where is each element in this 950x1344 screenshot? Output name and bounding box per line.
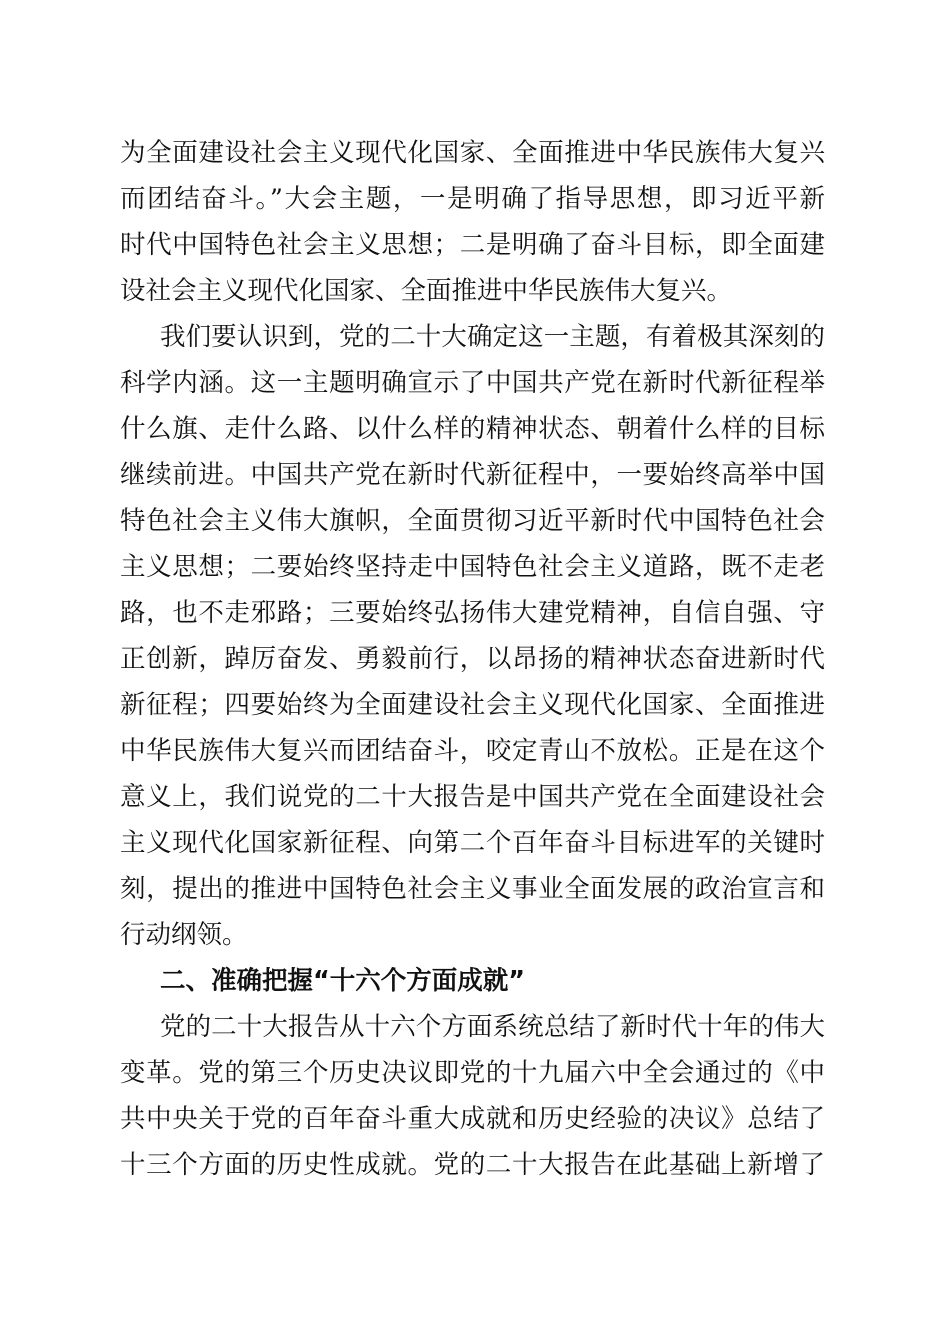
- text-line: 时代中国特色社会主义思想；二是明确了奋斗目标，即全面建: [120, 230, 825, 260]
- text-line: 变革。党的第三个历史决议即党的十九届六中全会通过的《中: [120, 1058, 825, 1088]
- text-line: 路，也不走邪路；三要始终弘扬伟大建党精神，自信自强、守: [120, 598, 825, 628]
- text-line: 特色社会主义伟大旗帜，全面贯彻习近平新时代中国特色社会: [120, 506, 825, 536]
- document-page: [120, 130, 825, 1188]
- paragraph-theme-meaning: [120, 314, 825, 958]
- text-line: 共中央关于党的百年奋斗重大成就和历史经验的决议》总结了: [120, 1104, 825, 1134]
- text-line: 设社会主义现代化国家、全面推进中华民族伟大复兴。: [120, 276, 733, 306]
- text-line: 新征程；四要始终为全面建设社会主义现代化国家、全面推进: [120, 690, 825, 720]
- text-line: 而团结奋斗。”大会主题，一是明确了指导思想，即习近平新: [120, 184, 825, 214]
- text-line: 我们要认识到，党的二十大确定这一主题，有着极其深刻的: [160, 322, 825, 352]
- text-line: 十三个方面的历史性成就。党的二十大报告在此基础上新增了: [120, 1150, 825, 1180]
- paragraph-theme-continued: [120, 130, 825, 314]
- text-line: 主义思想；二要始终坚持走中国特色社会主义道路，既不走老: [120, 552, 825, 582]
- text-line: 刻，提出的推进中国特色社会主义事业全面发展的政治宣言和: [120, 874, 825, 904]
- text-line: 为全面建设社会主义现代化国家、全面推进中华民族伟大复兴: [120, 138, 825, 168]
- text-line: 继续前进。中国共产党在新时代新征程中，一要始终高举中国: [120, 460, 825, 490]
- text-line: 意义上，我们说党的二十大报告是中国共产党在全面建设社会: [120, 782, 825, 812]
- text-line: 什么旗、走什么路、以什么样的精神状态、朝着什么样的目标: [120, 414, 825, 444]
- text-line: 主义现代化国家新征程、向第二个百年奋斗目标进军的关键时: [120, 828, 825, 858]
- text-line: 党的二十大报告从十六个方面系统总结了新时代十年的伟大: [160, 1012, 825, 1042]
- paragraph-achievements: [120, 1004, 825, 1188]
- section-heading: 二、准确把握“十六个方面成就”: [160, 966, 526, 996]
- text-line: 行动纲领。: [120, 920, 248, 950]
- text-line: 正创新，踔厉奋发、勇毅前行，以昂扬的精神状态奋进新时代: [120, 644, 825, 674]
- text-line: 中华民族伟大复兴而团结奋斗，咬定青山不放松。正是在这个: [120, 736, 825, 766]
- text-line: 科学内涵。这一主题明确宣示了中国共产党在新时代新征程举: [120, 368, 825, 398]
